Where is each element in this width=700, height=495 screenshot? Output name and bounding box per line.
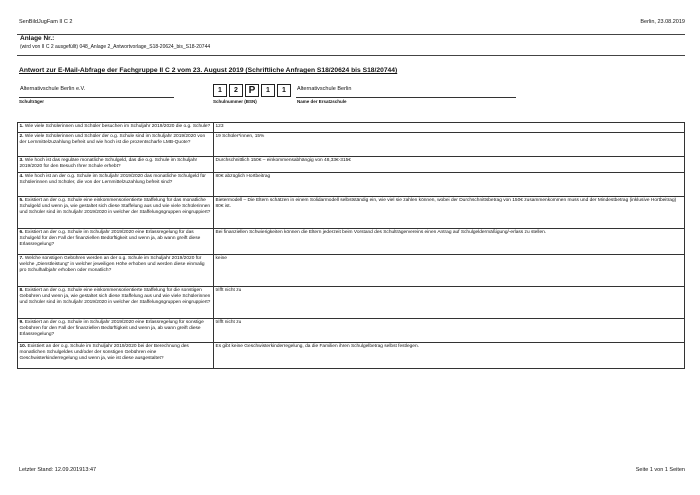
question-number: 6. bbox=[19, 230, 24, 235]
answer-cell: 123 bbox=[214, 123, 685, 133]
table-row bbox=[18, 123, 685, 133]
bsn-digit: 1 bbox=[277, 84, 291, 97]
question-cell bbox=[18, 173, 214, 197]
questions-table bbox=[17, 122, 685, 369]
answer-cell: Durchschnittlich 150€ – einkommensabhängig von 48,33€-315€ bbox=[214, 157, 685, 173]
bsn-digit: P bbox=[245, 84, 259, 97]
header-department: SenBildJugFam II C 2 bbox=[19, 19, 73, 25]
question-text: Existiert an der o.g. Schule im Schuljahr 2019/2020 eine Erlassregelung für sonstige Gebühren für den Fall der finanziellen Bedürftigkeit und wenn ja, ab wann greift diese Erlassregelung? bbox=[19, 320, 204, 337]
answer-cell: trifft nicht zu bbox=[214, 287, 685, 319]
answer-cell: Bei finanziellen Schwierigkeiten können die Eltern jederzeit beim Vorstand des Schulträgervereins einen Antrag auf Schulgeldermäßigung/-erlass zu stellen. bbox=[214, 229, 685, 255]
question-cell bbox=[18, 229, 214, 255]
question-cell bbox=[18, 255, 214, 287]
table-row bbox=[18, 173, 685, 197]
answer-cell: 80€ abzüglich Hortbeitrag bbox=[214, 173, 685, 197]
table-row bbox=[18, 157, 685, 173]
bsn-digit: 1 bbox=[213, 84, 227, 97]
question-text: Wie viele Schülerinnen und Schüler der o.g. Schule sind im Schuljahr 2019/2020 von der Lernmittelzuzahlung befreit und wie hoch ist die prozentscharfe LMB-Quote? bbox=[19, 134, 206, 145]
question-number: 3. bbox=[19, 158, 24, 163]
answer-cell: trifft nicht zu bbox=[214, 319, 685, 343]
question-cell bbox=[18, 319, 214, 343]
bsn-label: Schulnummer (BSN) bbox=[213, 99, 257, 104]
question-text: Existiert an der o.g. Schule im Schuljahr 2019/2020 eine Erlassregelung für das Schulgeld für den Fall der finanziellen Bedürftigkeit und wenn ja, ab wann greift diese Erlassregelung? bbox=[19, 230, 201, 247]
question-text: Existiert an der o.g. Schule im Schuljahr 2019/2020 bei der Berechnung des monatlichen Schulgeldes und/oder der sonstigen Gebühren eine Geschwisterkinderregelung und wenn ja, wie ist diese ausgestaltet? bbox=[19, 344, 189, 361]
question-number: 8. bbox=[19, 288, 24, 293]
footer-page-number: Seite 1 von 1 Seiten bbox=[635, 467, 685, 473]
question-number: 5. bbox=[19, 198, 24, 203]
question-cell bbox=[18, 287, 214, 319]
table-row bbox=[18, 229, 685, 255]
question-number: 10. bbox=[19, 344, 27, 349]
ersatzschule-label: Name der Ersatzschule bbox=[297, 99, 347, 104]
question-number: 4. bbox=[19, 174, 24, 179]
schultraeger-line bbox=[19, 97, 174, 98]
anlage-subtitle: (wird von II C 2 ausgefüllt) 048_Anlage 2_Antwortvorlage_S18-20624_bis_S18-20744 bbox=[20, 44, 211, 50]
question-cell bbox=[18, 197, 214, 229]
table-row bbox=[18, 255, 685, 287]
question-text: Welche sonstigen Gebühren werden an der o.g. Schule im Schuljahr 2019/2020 für welche „Dienstleistung“ in welcher jeweiligen Höhe erhoben und werden diese einmalig pro Schulhalbjahr erhoben oder monatlich? bbox=[19, 256, 205, 273]
bsn-boxes bbox=[213, 84, 293, 97]
schultraeger-label: Schulträger bbox=[19, 99, 45, 104]
footer-last-updated: Letzter Stand: 12.09.201913:47 bbox=[19, 467, 97, 473]
document-title: Antwort zur E-Mail-Abfrage der Fachgruppe II C 2 vom 23. August 2019 (Schriftliche Anfragen S18/20624 bis S18/20744) bbox=[19, 67, 398, 74]
question-text: Wie viele Schülerinnen und Schüler besuchen im Schuljahr 2019/2020 die o.g. Schule? bbox=[23, 124, 211, 129]
question-cell bbox=[18, 157, 214, 173]
table-row bbox=[18, 197, 685, 229]
question-number: 7. bbox=[19, 256, 24, 261]
question-number: 2. bbox=[19, 134, 24, 139]
table-row bbox=[18, 319, 685, 343]
table-row bbox=[18, 133, 685, 157]
question-text: Wie hoch ist das reguläre monatliche Schulgeld, das die o.g. Schule im Schuljahr 2019/2020 für den Besuch Ihrer Schule erhebt? bbox=[19, 158, 198, 169]
question-cell bbox=[18, 123, 214, 133]
question-cell bbox=[18, 343, 214, 369]
bsn-digit: 2 bbox=[229, 84, 243, 97]
question-text: Existiert an der o.g. Schule eine einkommensorientierte Staffelung für die sonstigen Gebühren und wenn ja, wie gestaltet sich diese Staffelung aus und wie viele Schülerinnen und Schüler sind im Schuljahr 2019/2020 in welcher der Staffelungsgruppen eingruppiert? bbox=[19, 288, 211, 305]
table-row bbox=[18, 343, 685, 369]
table-row bbox=[18, 287, 685, 319]
anlage-title: Anlage Nr.: bbox=[20, 35, 55, 42]
question-text: Existiert an der o.g. Schule eine einkommensorientierte Staffelung für das monatliche Schulgeld und wenn ja, wie gestaltet sich diese Staffelung aus und wie viele Schülerinnen und Schüler sind im Schuljahr 2019/2020 in welcher der Staffelungsgruppen eingruppiert? bbox=[19, 198, 211, 215]
question-cell bbox=[18, 133, 214, 157]
question-text: Wie hoch ist an der o.g. Schule im Schuljahr 2019/2020 das monatliche Schulgeld für Schülerinnen und Schüler, die von der Lernmittelzuzahlung befreit sind? bbox=[19, 174, 206, 185]
question-number: 9. bbox=[19, 320, 24, 325]
schultraeger-value: Alternativschule Berlin e.V. bbox=[20, 86, 86, 92]
answer-cell: 19 Schüler*innen, 15% bbox=[214, 133, 685, 157]
answer-cell: keine bbox=[214, 255, 685, 287]
header-date: Berlin, 23.08.2019 bbox=[640, 19, 685, 25]
bsn-digit: 1 bbox=[261, 84, 275, 97]
answer-cell: Es gibt keine Geschwisterkinderregelung, da die Familien ihren Schulgelbetrag selbst festlegen. bbox=[214, 343, 685, 369]
ersatzschule-value: Alternativschule Berlin bbox=[297, 86, 352, 92]
question-number: 1. bbox=[19, 124, 24, 129]
answer-cell: Bietermodell – Die Eltern schätzen in einem Solidarmodell selbstständig ein, wie viel sie zahlen können, wobei der Durchschnittsbetrag von 150€ zusammenkommen muss und der Mindestbetrag (inklusive Hortbeitrag) 80€ ist. bbox=[214, 197, 685, 229]
ersatzschule-line bbox=[296, 97, 516, 98]
